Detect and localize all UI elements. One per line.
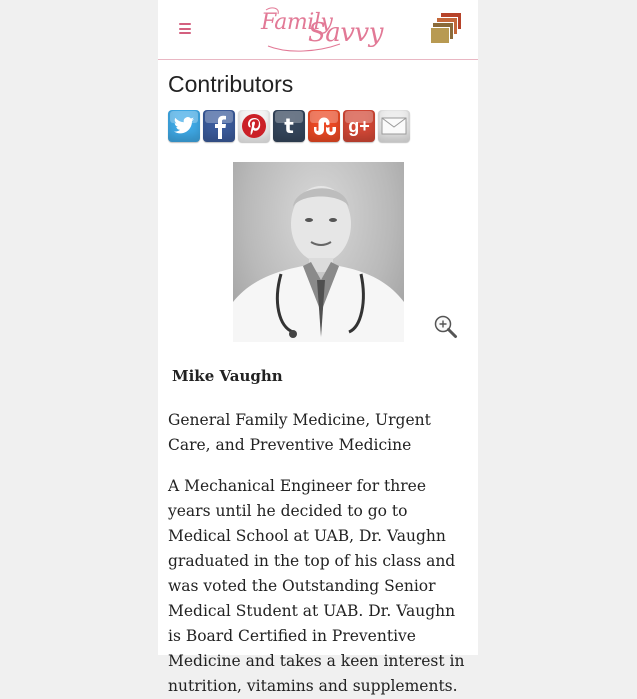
google-plus-icon: g+: [348, 115, 370, 136]
site-header: [158, 0, 478, 60]
contributor-specialty: General Family Medicine, Urgent Care, and Preventive Medicine: [168, 411, 431, 454]
logo-word-family: Family: [261, 10, 333, 35]
page: [158, 0, 478, 695]
site-logo[interactable]: [258, 4, 383, 54]
portrait-drawing: [233, 162, 404, 342]
stumbleupon-share-button[interactable]: [308, 110, 340, 142]
google-plus-share-button[interactable]: [343, 110, 375, 142]
recipe-card: [430, 27, 450, 44]
facebook-icon: [209, 113, 229, 139]
logo-word-savvy: Savvy: [308, 18, 383, 48]
contributor-name: Mike Vaughn: [172, 367, 283, 385]
twitter-share-button[interactable]: [168, 110, 200, 142]
main-content: [158, 70, 478, 699]
pinterest-icon: [241, 113, 267, 139]
pinterest-share-button[interactable]: [238, 110, 270, 142]
zoom-in-icon[interactable]: [433, 314, 459, 340]
stumbleupon-icon: [312, 117, 336, 135]
hamburger-menu-icon[interactable]: [179, 23, 191, 34]
email-share-button[interactable]: [378, 110, 410, 142]
profile-photo-container: [168, 162, 468, 360]
page-title: Contributors: [168, 71, 294, 97]
tumblr-icon: t: [284, 114, 294, 138]
profile-photo[interactable]: [233, 162, 404, 342]
twitter-icon: [173, 116, 195, 136]
share-bar: [168, 110, 468, 142]
contributor-bio: A Mechanical Engineer for three years until he decided to go to Medical School at UAB, Dr. Vaughn graduated in the top of his class and was voted the Outstanding Senior Medical Student at UAB. Dr. Vaughn is Board Certified in Preventive Medicine and takes a keen interest in nutrition, vitamins and supplements.: [168, 477, 465, 695]
tumblr-share-button[interactable]: [273, 110, 305, 142]
facebook-share-button[interactable]: [203, 110, 235, 142]
email-icon: [381, 117, 407, 135]
recipe-cards-icon[interactable]: [430, 12, 464, 46]
